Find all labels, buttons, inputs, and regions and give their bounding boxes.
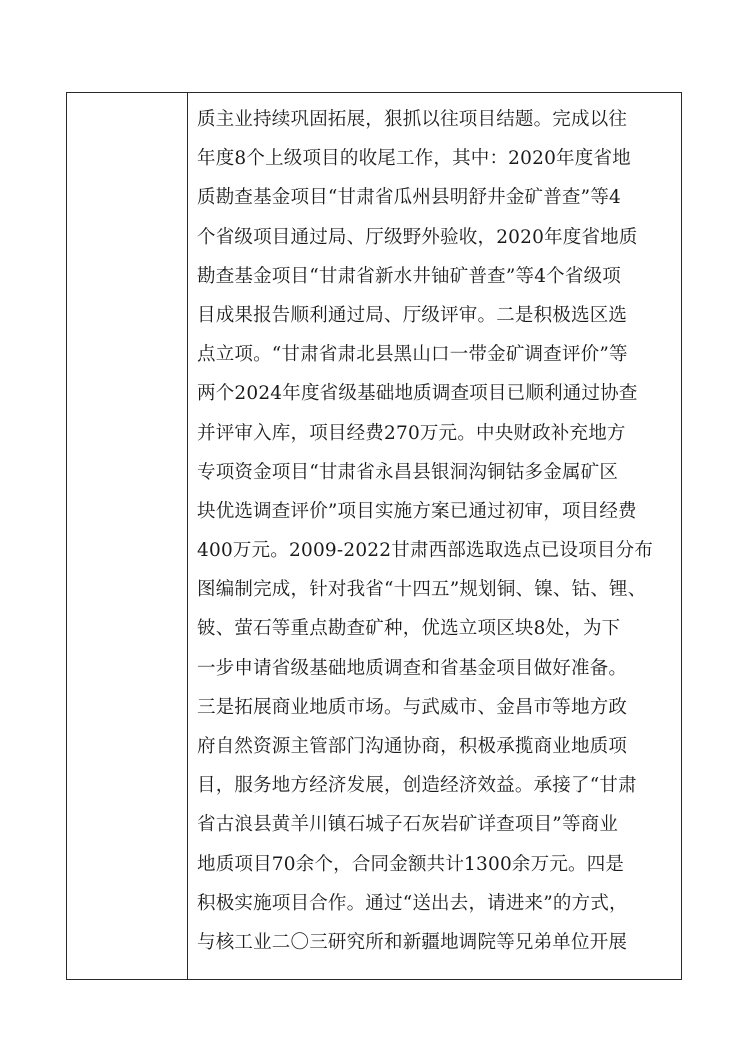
text-line: 块优选调查评价”项目实施方案已通过初审，项目经费 [197, 500, 637, 522]
label-cell [66, 92, 187, 980]
content-cell [197, 100, 673, 970]
text-line: 个省级项目通过局、厅级野外验收，2020年度省地质 [197, 226, 638, 248]
text-line: 年度8个上级项目的收尾工作，其中：2020年度省地 [197, 148, 631, 170]
text-line: 目，服务地方经济发展，创造经济效益。承接了“甘肃 [197, 775, 637, 797]
text-line: 勘查基金项目“甘肃省新水井铀矿普查”等4个省级项 [197, 265, 621, 287]
text-line: 铍、萤石等重点勘查矿种，优选立项区块8处，为下 [197, 618, 621, 640]
text-line: 专项资金项目“甘肃省永昌县银洞沟铜钴多金属矿区 [197, 461, 619, 483]
text-line: 点立项。“甘肃省肃北县黑山口一带金矿调查评价”等 [197, 344, 628, 366]
text-line: 一步申请省级基础地质调查和省基金项目做好准备。 [197, 657, 628, 679]
text-line: 府自然资源主管部门沟通协商，积极承揽商业地质项 [197, 736, 628, 757]
text-line: 目成果报告顺利通过局、厅级评审。二是积极选区选 [197, 304, 628, 326]
column-divider [187, 92, 188, 980]
text-line: 与核工业二〇三研究所和新疆地调院等兄弟单位开展 [197, 931, 628, 953]
text-line: 地质项目70余个，合同金额共计1300余万元。四是 [197, 853, 625, 875]
text-line: 省古浪县黄羊川镇石城子石灰岩矿详查项目”等商业 [197, 814, 619, 836]
text-line: 并评审入库，项目经费270万元。中央财政补充地方 [197, 422, 626, 444]
text-line: 两个2024年度省级基础地质调查项目已顺利通过协查 [197, 383, 638, 405]
text-line: 质勘查基金项目“甘肃省瓜州县明舒井金矿普查”等4 [197, 187, 621, 209]
text-line: 三是拓展商业地质市场。与武威市、金昌市等地方政 [197, 696, 628, 718]
text-line: 积极实施项目合作。通过“送出去，请进来”的方式， [197, 892, 628, 914]
text-line: 400万元。2009-2022甘肃西部选取选点已设项目分布 [197, 540, 654, 562]
text-line: 质主业持续巩固拓展，狠抓以往项目结题。完成以往 [197, 109, 628, 130]
text-line: 图编制完成，针对我省“十四五”规划铜、镍、钴、锂、 [197, 579, 647, 601]
